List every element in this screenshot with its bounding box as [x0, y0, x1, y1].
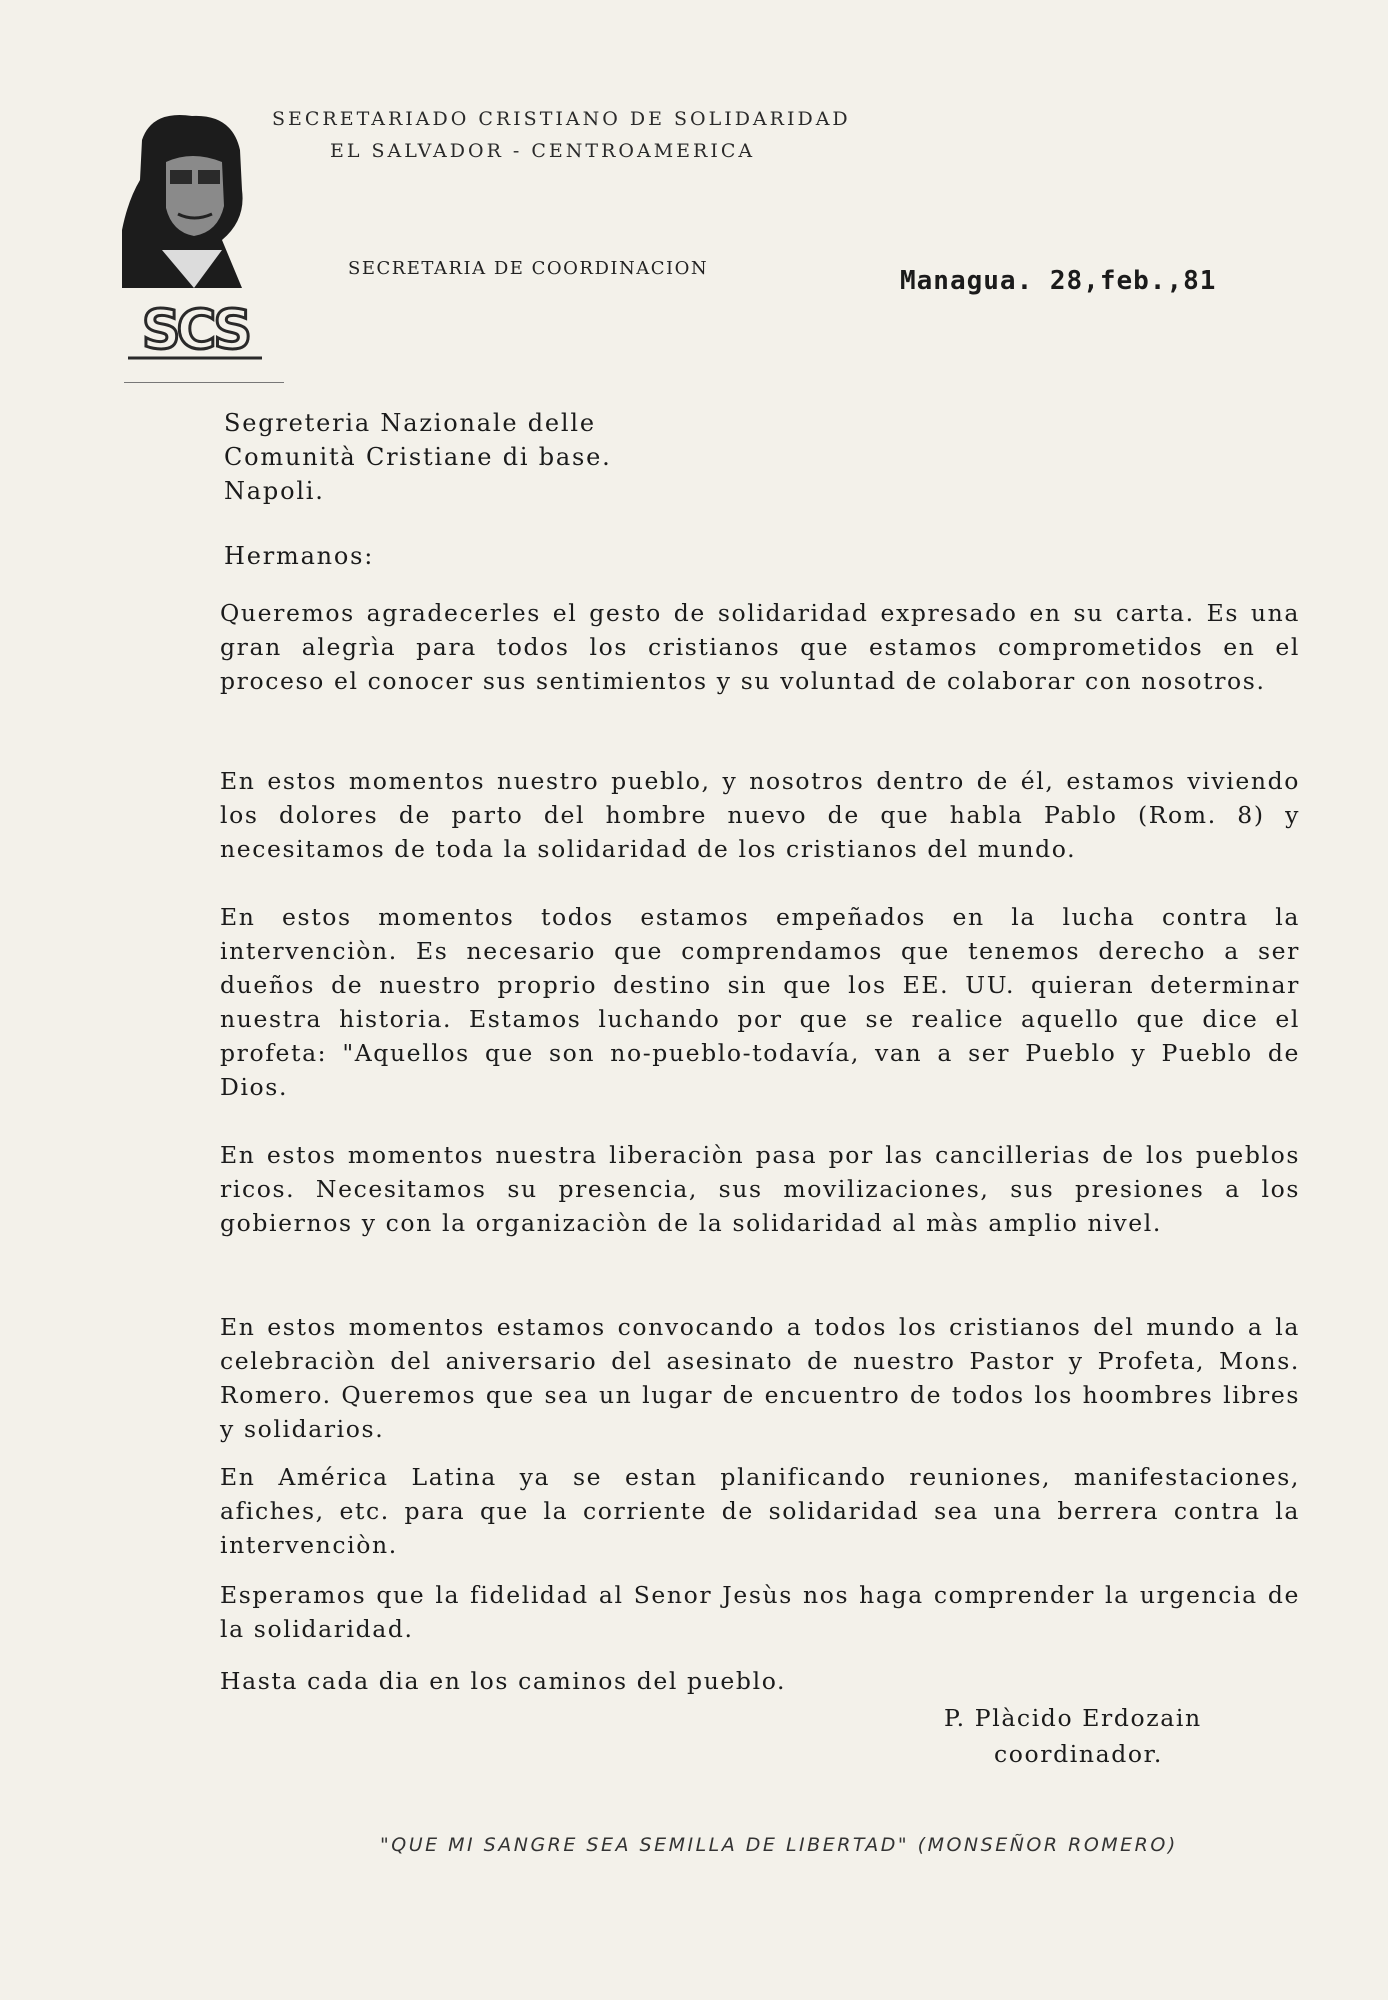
letter-date: Managua. 28,feb.,81 — [900, 266, 1217, 296]
svg-text:SCS: SCS — [141, 298, 249, 361]
body-paragraph: En estos momentos nuestro pueblo, y nosotros dentro de él, estamos viviendo los dolores de parto del hombre nuevo de que habla Pablo (Rom. 8) y necesitamos de toda la solidaridad de los cristianos del mundo. — [220, 767, 1300, 863]
footer-motto: "QUE MI SANGRE SEA SEMILLA DE LIBERTAD" (MONSEÑOR ROMERO) — [380, 1834, 1178, 1856]
signatory-name: P. Plàcido Erdozain — [944, 1704, 1202, 1732]
salutation: Hermanos: — [224, 542, 375, 570]
letterhead-divider — [124, 382, 284, 383]
body-paragraph: En estos momentos nuestra liberaciòn pasa por las cancillerias de los pueblos ricos. Necesitamos su presencia, sus movilizaciones, sus presiones a los gobiernos y con la organizaciòn de la solidaridad al màs amplio nivel. — [220, 1141, 1300, 1237]
body-paragraph: En estos momentos estamos convocando a todos los cristianos del mundo a la celebraciòn del aniversario del asesinato de nuestro Pastor y Profeta, Mons. Romero. Queremos que sea un lugar de encuentro de todos los hoombres libres y solidarios. — [220, 1313, 1300, 1443]
address-line-2: Comunità Cristiane di base. — [224, 443, 612, 471]
signatory-role: coordinador. — [994, 1740, 1163, 1768]
address-line-1: Segreteria Nazionale delle — [224, 409, 596, 437]
body-paragraph: Esperamos que la fidelidad al Senor Jesùs nos haga comprender la urgencia de la solidaridad. — [220, 1581, 1300, 1643]
body-paragraph: En estos momentos todos estamos empeñados en la lucha contra la intervenciòn. Es necesario que comprendamos que tenemos derecho a ser dueños de nuestro proprio destino sin que los EE. UU. quieran determinar nuestra historia. Estamos luchando por que se realice aquello que dice el profeta: "Aquellos que son no-pueblo-todavía, van a ser Pueblo y Pueblo de Dios. — [220, 903, 1300, 1101]
portrait-image — [122, 110, 256, 288]
recipient-address — [224, 406, 612, 508]
scs-logo — [120, 296, 270, 366]
address-line-3: Napoli. — [224, 477, 325, 505]
org-name-line-1: SECRETARIADO CRISTIANO DE SOLIDARIDAD — [272, 108, 851, 130]
org-name-line-2: EL SALVADOR - CENTROAMERICA — [330, 140, 756, 162]
closing-line: Hasta cada dia en los caminos del pueblo. — [220, 1667, 787, 1695]
body-paragraph: Queremos agradecerles el gesto de solidaridad expresado en su carta. Es una gran alegrìa para todos los cristianos que estamos comprometidos en el proceso el conocer sus sentimientos y su voluntad de colaborar con nosotros. — [220, 599, 1300, 695]
department-heading: SECRETARIA DE COORDINACION — [348, 258, 709, 279]
body-paragraph: En América Latina ya se estan planificando reuniones, manifestaciones, afiches, etc. para que la corriente de solidaridad sea una berrera contra la intervenciòn. — [220, 1463, 1300, 1559]
signature-block — [944, 1700, 1202, 1772]
